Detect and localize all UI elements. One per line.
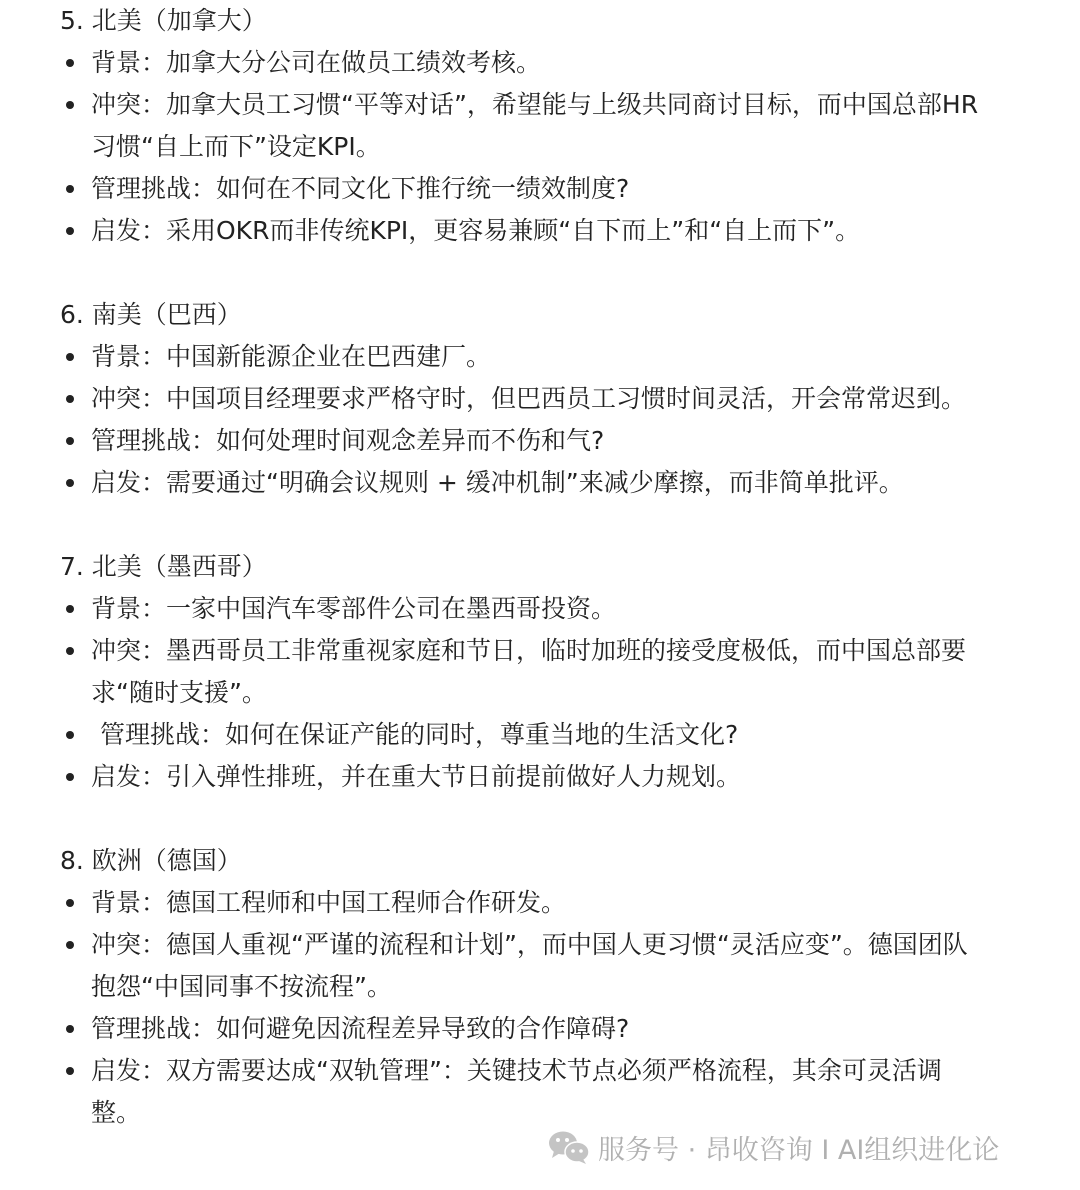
- list-item: 背景：中国新能源企业在巴西建厂。: [60, 336, 981, 378]
- bullet-icon: [66, 1067, 74, 1075]
- bullet-icon: [66, 59, 74, 67]
- list-item: 冲突：加拿大员工习惯“平等对话”，希望能与上级共同商讨目标，而中国总部HR习惯“自上而下”设定KPI。: [60, 84, 981, 168]
- bullet-icon: [66, 101, 74, 109]
- list-item: 启发：引入弹性排班，并在重大节日前提前做好人力规划。: [60, 756, 981, 798]
- list-item: 管理挑战：如何处理时间观念差异而不伤和气?: [60, 420, 981, 462]
- bullet-icon: [66, 353, 74, 361]
- section-canada: [60, 0, 1000, 252]
- bullet-icon: [66, 437, 74, 445]
- bullet-icon: [66, 185, 74, 193]
- section-brazil: [60, 294, 1000, 504]
- bullet-icon: [66, 227, 74, 235]
- list-item: 管理挑战：如何避免因流程差异导致的合作障碍?: [60, 1008, 981, 1050]
- bullet-icon: [66, 647, 74, 655]
- list-item: 冲突：德国人重视“严谨的流程和计划”，而中国人更习惯“灵活应变”。德国团队抱怨“中国同事不按流程”。: [60, 924, 981, 1008]
- section-heading: 7. 北美（墨西哥）: [60, 552, 267, 581]
- section-heading: 5. 北美（加拿大）: [60, 6, 267, 35]
- list-item: 背景：德国工程师和中国工程师合作研发。: [60, 882, 981, 924]
- bullet-icon: [66, 395, 74, 403]
- list-item: 管理挑战：如何在不同文化下推行统一绩效制度?: [60, 168, 981, 210]
- list-item: 冲突：墨西哥员工非常重视家庭和节日，临时加班的接受度极低，而中国总部要求“随时支援”。: [60, 630, 981, 714]
- bullet-list: [60, 42, 1000, 252]
- list-item: 启发：采用OKR而非传统KPI，更容易兼顾“自下而上”和“自上而下”。: [60, 210, 981, 252]
- list-item: 启发：双方需要达成“双轨管理”：关键技术节点必须严格流程，其余可灵活调整。: [60, 1050, 981, 1134]
- bullet-list: [60, 588, 1000, 798]
- bullet-list: [60, 882, 1000, 1134]
- watermark-text: 服务号 · 昂收咨询 I AI组织进化论: [598, 1134, 1000, 1166]
- section-germany: [60, 840, 1000, 1134]
- bullet-icon: [66, 1025, 74, 1033]
- list-item: 背景：加拿大分公司在做员工绩效考核。: [60, 42, 981, 84]
- list-item: 冲突：中国项目经理要求严格守时，但巴西员工习惯时间灵活，开会常常迟到。: [60, 378, 981, 420]
- watermark: [548, 1124, 999, 1170]
- bullet-icon: [66, 941, 74, 949]
- wechat-icon: [548, 1130, 590, 1164]
- bullet-icon: [66, 773, 74, 781]
- bullet-icon: [66, 731, 74, 739]
- bullet-icon: [66, 479, 74, 487]
- document-body: [60, 0, 1000, 1134]
- section-heading: 8. 欧洲（德国）: [60, 846, 242, 875]
- bullet-list: [60, 336, 1000, 504]
- list-item: 管理挑战：如何在保证产能的同时，尊重当地的生活文化?: [60, 714, 981, 756]
- bullet-icon: [66, 605, 74, 613]
- section-heading: 6. 南美（巴西）: [60, 300, 242, 329]
- section-mexico: [60, 546, 1000, 798]
- bullet-icon: [66, 899, 74, 907]
- list-item: 启发：需要通过“明确会议规则 + 缓冲机制”来减少摩擦，而非简单批评。: [60, 462, 981, 504]
- list-item: 背景：一家中国汽车零部件公司在墨西哥投资。: [60, 588, 981, 630]
